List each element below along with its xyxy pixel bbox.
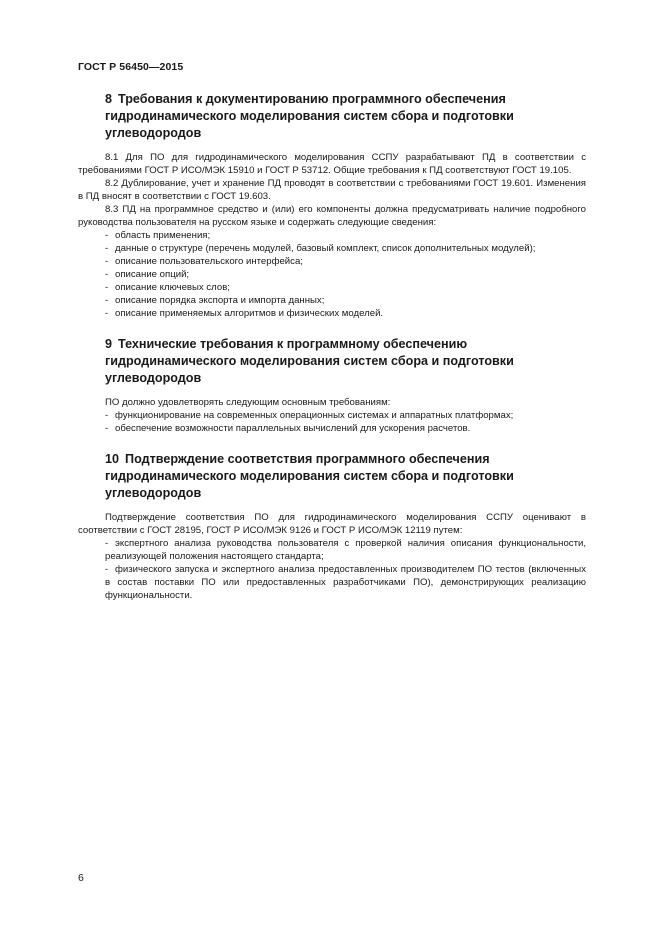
list-item: - данные о структуре (перечень модулей, базовый комплект, список дополнительных модулей); <box>105 243 536 254</box>
section-heading: 10 Подтверждение соответствия программного обеспечения гидродинамического моделирования систем сбора и подготовки углеводородов <box>105 452 514 500</box>
paragraph: 8.3 ПД на программное средство и (или) его компоненты должна предусматривать наличие подробного руководства пользователя на русском языке и содержать следующие сведения: <box>78 204 586 228</box>
paragraph: ПО должно удовлетворять следующим основным требованиям: <box>105 397 391 408</box>
list-item: - описание пользовательского интерфейса; <box>105 256 303 267</box>
document-body <box>78 91 586 602</box>
bullet-list <box>78 229 586 320</box>
list-item: - функционирование на современных операционных системах и аппаратных платформах; <box>105 410 514 421</box>
list-item: - описание порядка экспорта и импорта данных; <box>105 295 325 306</box>
paragraph: 8.1 Для ПО для гидродинамического моделирования ССПУ разрабатывают ПД в соответствии с требованиями ГОСТ Р ИСО/МЭК 15910 и ГОСТ Р 53712. Общие требования к ПД соответствуют ГОСТ 19.105. <box>78 152 586 176</box>
list-item: - описание применяемых алгоритмов и физических моделей. <box>105 308 384 319</box>
list-item: - описание ключевых слов; <box>105 282 230 293</box>
list-item: - описание опций; <box>105 269 190 280</box>
bullet-list <box>78 409 586 435</box>
section-heading: 8 Требования к документированию программного обеспечения гидродинамического моделирования систем сбора и подготовки углеводородов <box>105 92 514 140</box>
page-number: 6 <box>78 872 84 884</box>
list-item: - область применения; <box>105 230 211 241</box>
bullet-list <box>78 537 586 602</box>
paragraph: Подтверждение соответствия ПО для гидродинамического моделирования ССПУ оценивают в соответствии с ГОСТ 28195, ГОСТ Р ИСО/МЭК 9126 и ГОСТ Р ИСО/МЭК 12119 путем: <box>78 512 586 536</box>
document-header-id: ГОСТ Р 56450—2015 <box>78 61 184 73</box>
list-item: - экспертного анализа руководства пользователя с проверкой наличия описания функциональности, реализующей положения настоящего стандарта; <box>105 538 586 562</box>
paragraph: 8.2 Дублирование, учет и хранение ПД проводят в соответствии с требованиями ГОСТ 19.601. Изменения в ПД вносят в соответствии с ГОСТ 19.603. <box>78 178 586 202</box>
list-item: - физического запуска и экспертного анализа предоставленных производителем ПО тестов (включенных в состав поставки ПО или предоставленных разработчиками ПО), демонстрирующих реализацию функциональности. <box>105 564 586 601</box>
section-heading: 9 Технические требования к программному обеспечению гидродинамического моделирования систем сбора и подготовки углеводородов <box>105 337 514 385</box>
list-item: - обеспечение возможности параллельных вычислений для ускорения расчетов. <box>105 423 471 434</box>
